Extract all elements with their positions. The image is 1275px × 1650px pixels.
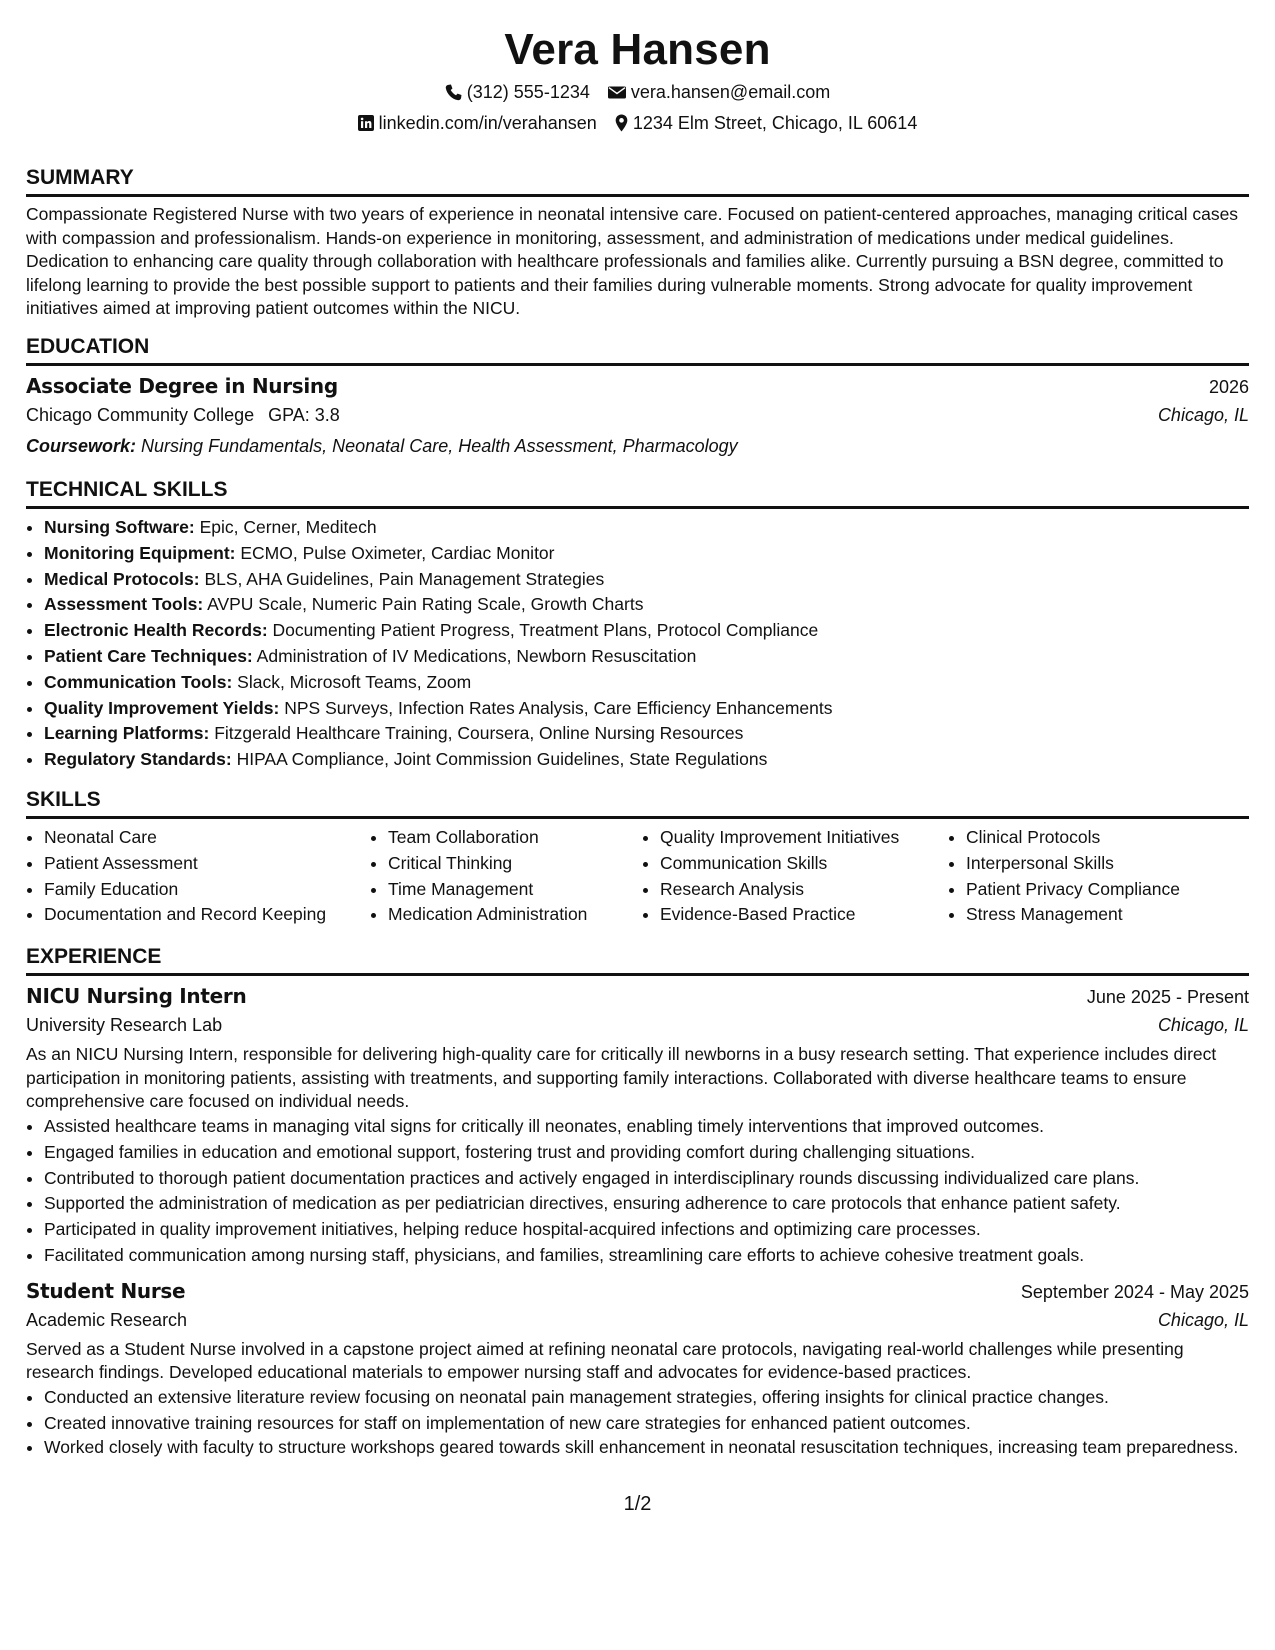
address-contact (615, 111, 918, 135)
list-item: • Assisted healthcare teams in managing vital signs for critically ill neonates, enabling timely interventions that improved outcomes. (44, 1114, 1249, 1140)
linkedin-contact (358, 111, 597, 135)
skill-category: Medical Protocols: (44, 568, 200, 589)
job-location: Chicago, IL (1157, 1015, 1249, 1036)
job-entry (26, 1277, 1249, 1460)
skill-category: Learning Platforms: (44, 723, 210, 744)
resume-page (26, 0, 1249, 1460)
coursework-label: Coursework: (26, 435, 137, 456)
skill-category: Quality Improvement Yields: (44, 697, 280, 718)
list-item: • Critical Thinking (388, 851, 642, 877)
skills-section (26, 787, 1249, 928)
skill-category: Electronic Health Records: (44, 620, 268, 641)
email-contact (608, 80, 830, 104)
list-item: • Neonatal Care (44, 825, 370, 851)
job-entry (26, 982, 1249, 1269)
gpa-value: GPA: 3.8 (268, 404, 340, 425)
envelope-icon (608, 85, 626, 100)
education-entry (26, 372, 1249, 461)
summary-section (26, 165, 1249, 321)
list-item (44, 696, 1249, 722)
list-item: • Time Management (388, 877, 642, 903)
skills-column (642, 825, 948, 928)
map-pin-icon (615, 114, 628, 132)
list-item: • Evidence-Based Practice (660, 902, 948, 928)
candidate-name: Vera Hansen (504, 25, 771, 74)
job-description: Served as a Student Nurse involved in a capstone project aimed at refining neonatal care protocols, navigating real-world challenges while presenting research findings. Developed educational materials to empower nursing staff and advocates for evidence-based practices. (26, 1338, 1184, 1383)
job-bullets (26, 1114, 1249, 1269)
list-item: • Clinical Protocols (966, 825, 1266, 851)
skill-values: Epic, Cerner, Meditech (199, 516, 377, 537)
job-title-row (26, 1277, 1249, 1306)
list-item: • Engaged families in education and emotional support, fostering trust and providing comfort during challenging situations. (44, 1140, 1249, 1166)
summary-heading: SUMMARY (26, 165, 1249, 197)
skill-values: ECMO, Pulse Oximeter, Cardiac Monitor (240, 542, 555, 563)
skills-column (26, 825, 370, 928)
skill-values: HIPAA Compliance, Joint Commission Guidelines, State Regulations (236, 749, 768, 770)
list-item: • Participated in quality improvement initiatives, helping reduce hospital-acquired infections and optimizing care processes. (44, 1217, 1249, 1243)
degree-name: Associate Degree in Nursing (26, 373, 338, 398)
job-title: NICU Nursing Intern (26, 984, 247, 1009)
list-item: • Created innovative training resources for staff on implementation of new care strategies for enhanced patient outcomes. (44, 1411, 1249, 1437)
list-item (44, 721, 1249, 747)
education-school-row (26, 401, 1249, 430)
list-item: • Conducted an extensive literature review focusing on neonatal pain management strategies, offering insights for clinical practice changes. (44, 1385, 1249, 1411)
skill-values: Fitzgerald Healthcare Training, Coursera, Online Nursing Resources (214, 723, 744, 744)
list-item: • Team Collaboration (388, 825, 642, 851)
list-item: • Interpersonal Skills (966, 851, 1266, 877)
list-item (44, 747, 1249, 773)
list-item: • Facilitated communication among nursing staff, physicians, and families, streamlining care efforts to achieve cohesive treatment goals. (44, 1243, 1249, 1269)
skill-values: Administration of IV Medications, Newborn Resuscitation (256, 645, 697, 666)
skill-values: NPS Surveys, Infection Rates Analysis, Care Efficiency Enhancements (284, 697, 833, 718)
list-item: • Quality Improvement Initiatives (660, 825, 948, 851)
email-address[interactable]: vera.hansen@email.com (630, 82, 831, 102)
skill-category: Regulatory Standards: (44, 749, 232, 770)
job-description: As an NICU Nursing Intern, responsible for delivering high-quality care for critically ill newborns in a busy research setting. That experience includes direct participation in monitoring patients, assisting with treatments, and supporting family interactions. Collaborated with diverse healthcare teams to ensure comprehensive care focused on individual needs. (26, 1044, 1217, 1112)
skills-column (948, 825, 1266, 928)
list-item: • Research Analysis (660, 877, 948, 903)
technical-skills-section (26, 477, 1249, 773)
list-item: • Supported the administration of medication as per pediatrician directives, ensuring adherence to care protocols that enhance patient safety. (44, 1191, 1249, 1217)
list-item: • Patient Assessment (44, 851, 370, 877)
list-item: • Communication Skills (660, 851, 948, 877)
technical-skills-heading: TECHNICAL SKILLS (26, 477, 1249, 509)
coursework-line (26, 431, 1249, 461)
experience-heading: EXPERIENCE (26, 944, 1249, 976)
list-item: • Contributed to thorough patient documentation practices and actively engaged in interdisciplinary rounds discussing individualized care plans. (44, 1166, 1249, 1192)
phone-number[interactable]: (312) 555-1234 (466, 82, 590, 102)
education-heading: EDUCATION (26, 334, 1249, 366)
job-organization: Academic Research (26, 1309, 188, 1330)
summary-text: Compassionate Registered Nurse with two years of experience in neonatal intensive care. Focused on patient-centered approaches, managing critical cases with compassion and professionalism. Hands-on experience in monitoring, assessment, and administration of medications under medical guidelines. Dedication to enhancing care quality through collaboration with healthcare professionals and families alike. Currently pursuing a BSN degree, committed to lifelong learning to provide the best possible support to patients and their families during vulnerable moments. Strong advocate for quality improvement initiatives aimed at improving patient outcomes within the NICU. (26, 204, 1239, 319)
list-item (44, 515, 1249, 541)
skill-values: Slack, Microsoft Teams, Zoom (237, 671, 472, 692)
education-section (26, 334, 1249, 461)
list-item (44, 644, 1249, 670)
contact-line-primary (26, 80, 1249, 104)
skill-category: Assessment Tools: (44, 594, 204, 615)
skill-values: AVPU Scale, Numeric Pain Rating Scale, Growth Charts (207, 594, 644, 615)
job-title-row (26, 982, 1249, 1011)
skill-category: Communication Tools: (44, 671, 233, 692)
list-item (44, 592, 1249, 618)
phone-contact (445, 80, 590, 104)
job-organization: University Research Lab (26, 1015, 223, 1036)
list-item: • Documentation and Record Keeping (44, 902, 370, 928)
job-location: Chicago, IL (1157, 1309, 1249, 1330)
list-item: • Patient Privacy Compliance (966, 877, 1266, 903)
skill-category: Nursing Software: (44, 516, 195, 537)
graduation-year: 2026 (1208, 376, 1249, 397)
skill-category: Patient Care Techniques: (44, 645, 253, 666)
list-item: • Stress Management (966, 902, 1266, 928)
list-item: • Worked closely with faculty to structure workshops geared towards skill enhancement in neonatal resuscitation techniques, increasing team preparedness. (44, 1436, 1249, 1460)
list-item: • Medication Administration (388, 902, 642, 928)
linkedin-url[interactable]: linkedin.com/in/verahansen (378, 113, 597, 133)
skills-column (370, 825, 642, 928)
skills-grid (26, 825, 1249, 928)
education-title-row (26, 372, 1249, 401)
experience-section (26, 944, 1249, 1460)
page-number: 1/2 (623, 1493, 652, 1515)
skills-heading: SKILLS (26, 787, 1249, 819)
technical-skills-list (26, 515, 1249, 773)
job-dates: September 2024 - May 2025 (1020, 1281, 1249, 1302)
school-name: Chicago Community College (26, 404, 255, 425)
skill-values: BLS, AHA Guidelines, Pain Management Strategies (204, 568, 605, 589)
job-title: Student Nurse (26, 1278, 186, 1303)
job-bullets (26, 1385, 1249, 1460)
school-location: Chicago, IL (1157, 404, 1249, 425)
skill-values: Documenting Patient Progress, Treatment Plans, Protocol Compliance (272, 620, 819, 641)
street-address: 1234 Elm Street, Chicago, IL 60614 (632, 113, 918, 133)
list-item (44, 670, 1249, 696)
list-item: • Family Education (44, 877, 370, 903)
job-org-row (26, 1011, 1249, 1040)
school-line (26, 401, 340, 430)
phone-icon (445, 84, 462, 101)
list-item (44, 567, 1249, 593)
coursework-list: Nursing Fundamentals, Neonatal Care, Health Assessment, Pharmacology (141, 435, 738, 456)
linkedin-icon (358, 115, 374, 131)
list-item (44, 541, 1249, 567)
contact-line-secondary (26, 111, 1249, 135)
job-dates: June 2025 - Present (1086, 987, 1249, 1008)
job-org-row (26, 1306, 1249, 1335)
list-item (44, 618, 1249, 644)
skill-category: Monitoring Equipment: (44, 542, 236, 563)
